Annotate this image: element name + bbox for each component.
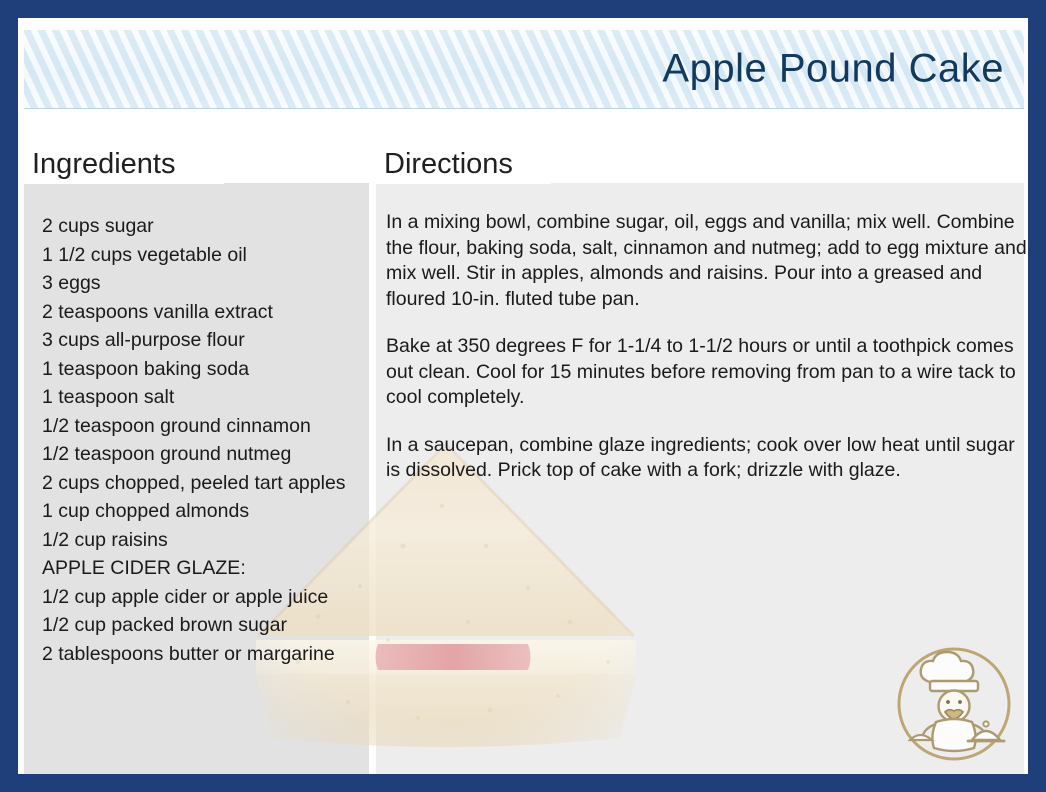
ingredients-heading-box: [24, 144, 224, 184]
title-banner: [24, 30, 1024, 109]
page-title: Apple Pound Cake: [662, 46, 1004, 91]
chef-with-cloche-logo: [894, 644, 1014, 764]
directions-paragraph: In a mixing bowl, combine sugar, oil, eggs and vanilla; mix well. Combine the flour, baking soda, salt, cinnamon and nutmeg; add to egg mixture and mix well. Stir in apples, almonds and raisins. Pour into a greased and floured 10-in. fluted tube pan.: [386, 211, 1027, 310]
list-item: 2 teaspoons vanilla extract: [42, 300, 273, 323]
list-item: 2 tablespoons butter or margarine: [42, 642, 335, 665]
directions-body: [386, 210, 1028, 506]
list-item: 1/2 cup packed brown sugar: [42, 614, 287, 636]
list-item: 2 cups sugar: [42, 215, 154, 237]
list-item: 3 cups all-purpose flour: [42, 329, 245, 351]
list-item: 1/2 teaspoon ground cinnamon: [42, 414, 311, 437]
directions-paragraph: Bake at 350 degrees F for 1-1/4 to 1-1/2 hours or until a toothpick comes out clean. Cool for 15 minutes before removing from pan to a wire tack to cool completely.: [386, 335, 1016, 408]
list-item: 1 cup chopped almonds: [42, 500, 250, 522]
list-item: 2 cups chopped, peeled tart apples: [42, 471, 346, 494]
ingredients-heading: Ingredients: [32, 148, 176, 180]
list-item: 1 1/2 cups vegetable oil: [42, 243, 247, 266]
list-item: 1/2 teaspoon ground nutmeg: [42, 443, 292, 465]
list-item: 1/2 cup raisins: [42, 528, 168, 551]
list-item: 1 teaspoon salt: [42, 386, 175, 408]
list-item: 1/2 cup apple cider or apple juice: [42, 585, 329, 608]
ingredients-list: [42, 212, 372, 668]
directions-heading: Directions: [384, 148, 513, 180]
directions-paragraph: In a saucepan, combine glaze ingredients; cook over low heat until sugar is dissolved. Prick top of cake with a fork; drizzle with glaze.: [386, 433, 1015, 481]
list-item: 1 teaspoon baking soda: [42, 357, 250, 380]
directions-heading-box: [376, 144, 551, 184]
list-item: APPLE CIDER GLAZE:: [42, 557, 246, 579]
list-item: 3 eggs: [42, 272, 101, 294]
recipe-card-inner: [18, 18, 1028, 774]
